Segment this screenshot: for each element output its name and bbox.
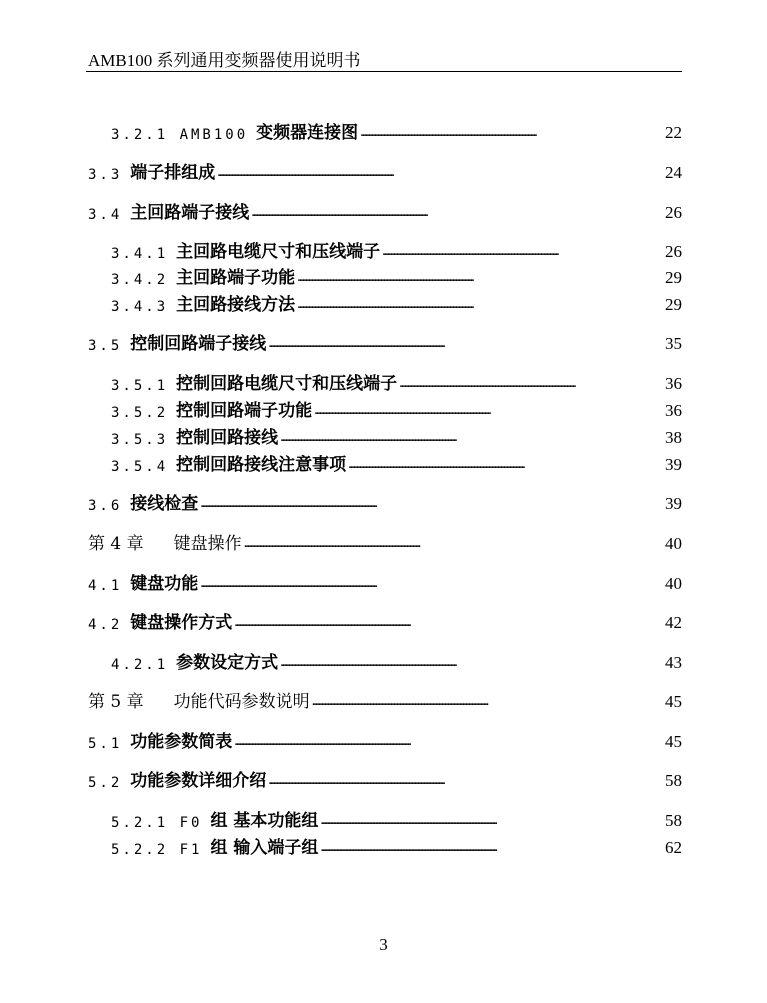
toc-entry-number: 5.2 [88, 775, 123, 791]
toc-leader-dots [297, 270, 652, 285]
toc-leader-dots [312, 694, 652, 709]
toc-entry-number: 5.1 [88, 736, 123, 752]
toc-entry-title: 组 输入端子组 [210, 838, 319, 858]
toc-entry-number: 5.2.2 F1 [111, 842, 203, 858]
toc-leader-dots [320, 813, 652, 828]
toc-entry [0, 422, 767, 448]
toc-entry-title: 接线检查 [130, 494, 199, 514]
toc-entry-page: 45 [665, 692, 682, 711]
toc-entry [0, 726, 767, 752]
page-header-title: AMB100 系列通用变频器使用说明书 [88, 51, 361, 70]
toc-entry [0, 236, 767, 262]
toc-entry-number: 第 4 章 [88, 534, 144, 554]
toc-entry-number: 3.3 [88, 167, 123, 183]
toc-entry [0, 328, 767, 354]
toc-leader-dots [251, 205, 652, 220]
toc-entry-title: 键盘功能 [130, 574, 199, 594]
toc-leader-dots [320, 840, 652, 855]
toc-entry [0, 449, 767, 475]
header-rule [86, 71, 682, 72]
toc-entry [0, 368, 767, 394]
toc-leader-dots [280, 655, 652, 670]
toc-entry-title: 组 基本功能组 [210, 811, 319, 831]
toc-leader-dots [382, 244, 652, 259]
toc-entry-page: 29 [665, 295, 682, 314]
toc-entry-page: 43 [665, 653, 682, 672]
toc-entry-page: 40 [665, 574, 682, 593]
toc-leader-dots [200, 496, 652, 511]
toc-entry [0, 289, 767, 315]
toc-entry [0, 117, 767, 143]
toc-entry-title: 主回路端子接线 [130, 203, 250, 223]
toc-entry-number: 3.5.3 [111, 432, 169, 448]
toc-entry-title: 端子排组成 [130, 163, 216, 183]
toc-entry-number: 3.5.4 [111, 459, 169, 475]
toc-entry-title: 功能参数简表 [130, 732, 233, 752]
toc-entry [0, 805, 767, 831]
toc-entry-number: 第 5 章 [88, 692, 144, 712]
toc-entry-page: 45 [665, 732, 682, 751]
toc-leader-dots [268, 336, 652, 351]
toc-leader-dots [314, 403, 652, 418]
toc-entry-page: 39 [665, 455, 682, 474]
toc-entry-page: 58 [665, 771, 682, 790]
toc-entry-title: 控制回路端子接线 [130, 334, 267, 354]
toc-leader-dots [200, 576, 652, 591]
toc-entry-number: 3.5.2 [111, 405, 169, 421]
toc-entry [0, 528, 767, 554]
toc-leader-dots [234, 615, 652, 630]
toc-leader-dots [360, 125, 652, 140]
toc-leader-dots [268, 773, 652, 788]
toc-entry-page: 26 [665, 203, 682, 222]
toc-entry [0, 262, 767, 288]
toc-entry-title: 控制回路接线注意事项 [176, 455, 347, 475]
toc-entry-number: 3.6 [88, 498, 123, 514]
toc-entry-number: 5.2.1 F0 [111, 815, 203, 831]
toc-entry-title: 参数设定方式 [176, 653, 279, 673]
toc-leader-dots [399, 376, 652, 391]
toc-entry-title: 键盘操作 [173, 534, 242, 554]
toc-entry-title: 控制回路端子功能 [176, 401, 313, 421]
toc-entry-page: 36 [665, 374, 682, 393]
toc-entry-title: 主回路电缆尺寸和压线端子 [176, 242, 381, 262]
toc-entry-title: 主回路端子功能 [176, 268, 296, 288]
toc-leader-dots [297, 297, 652, 312]
toc-entry-page: 38 [665, 428, 682, 447]
toc-leader-dots [217, 165, 652, 180]
toc-entry-page: 42 [665, 613, 682, 632]
toc-entry-page: 29 [665, 268, 682, 287]
toc-entry-page: 62 [665, 838, 682, 857]
toc-entry-title: 控制回路接线 [176, 428, 279, 448]
toc-leader-dots [348, 457, 652, 472]
toc-entry-page: 35 [665, 334, 682, 353]
toc-entry-number: 3.4.3 [111, 299, 169, 315]
toc-entry-number: 4.2.1 [111, 657, 169, 673]
toc-entry [0, 607, 767, 633]
toc-entry-number: 3.2.1 AMB100 [111, 127, 249, 143]
toc-entry [0, 686, 767, 712]
page-number: 3 [379, 935, 388, 954]
toc-entry [0, 765, 767, 791]
toc-entry [0, 488, 767, 514]
toc-entry-title: 主回路接线方法 [176, 295, 296, 315]
toc-entry-title: 功能参数详细介绍 [130, 771, 267, 791]
toc-entry-page: 58 [665, 811, 682, 830]
toc-entry-number: 4.1 [88, 578, 123, 594]
toc-entry-page: 26 [665, 242, 682, 261]
toc-entry-page: 40 [665, 534, 682, 553]
toc-entry [0, 647, 767, 673]
toc-entry-title: 变频器连接图 [256, 123, 359, 143]
toc-entry-title: 功能代码参数说明 [173, 692, 310, 712]
toc-leader-dots [234, 734, 652, 749]
toc-entry [0, 157, 767, 183]
toc-entry-number: 3.4 [88, 207, 123, 223]
toc-leader-dots [244, 536, 652, 551]
toc-entry-number: 3.4.1 [111, 246, 169, 262]
toc-entry [0, 395, 767, 421]
toc-entry [0, 197, 767, 223]
toc-entry-title: 控制回路电缆尺寸和压线端子 [176, 374, 398, 394]
toc-entry-number: 3.5 [88, 338, 123, 354]
toc-entry-number: 3.5.1 [111, 378, 169, 394]
toc-entry-page: 24 [665, 163, 682, 182]
toc-entry-page: 36 [665, 401, 682, 420]
toc-entry [0, 568, 767, 594]
toc-leader-dots [280, 430, 652, 445]
toc-entry-title: 键盘操作方式 [130, 613, 233, 633]
toc-entry-number: 3.4.2 [111, 272, 169, 288]
toc-entry-number: 4.2 [88, 617, 123, 633]
toc-entry [0, 832, 767, 858]
toc-entry-page: 22 [665, 123, 682, 142]
toc-entry-page: 39 [665, 494, 682, 513]
